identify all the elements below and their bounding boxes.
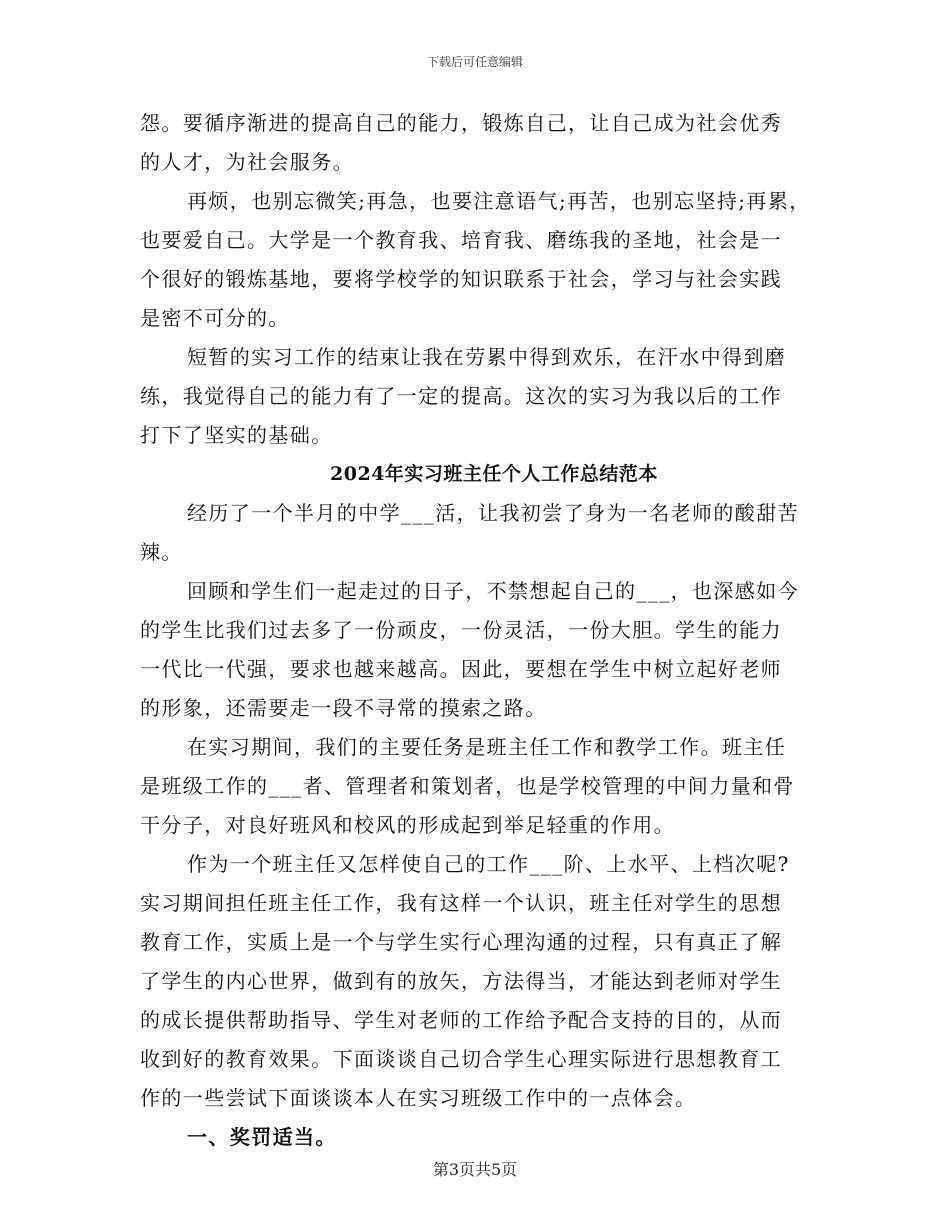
text-line: 也要爱自己。大学是一个教育我、培育我、磨练我的圣地，社会是一 bbox=[140, 228, 782, 252]
text-line: 一代比一代强，要求也越来越高。因此，要想在学生中树立起好老师 bbox=[140, 657, 782, 681]
paragraph bbox=[140, 338, 820, 455]
text-line: 在实习期间，我们的主要任务是班主任工作和教学工作。班主任 bbox=[187, 735, 787, 759]
page-number: 第3页共5页 bbox=[432, 1160, 518, 1179]
text-line: 经历了一个半月的中学___活，让我初尝了身为一名老师的酸甜苦 bbox=[187, 501, 799, 525]
document-body bbox=[140, 104, 820, 1157]
section-title: 2024年实习班主任个人工作总结范本 bbox=[330, 463, 658, 485]
text-line: 怨。要循序渐进的提高自己的能力，锻炼自己，让自己成为社会优秀 bbox=[140, 111, 782, 135]
text-line: 作的一些尝试下面谈谈本人在实习班级工作中的一点体会。 bbox=[140, 1086, 697, 1110]
text-line: 是密不可分的。 bbox=[140, 306, 290, 330]
text-line: 练，我觉得自己的能力有了一定的提高。这次的实习为我以后的工作 bbox=[140, 384, 782, 408]
text-line: 个很好的锻炼基地，要将学校学的知识联系于社会，学习与社会实践 bbox=[140, 267, 782, 291]
page-header: 下载后可任意编辑 bbox=[426, 55, 523, 69]
paragraph bbox=[140, 572, 820, 728]
text-line: 的形象，还需要走一段不寻常的摸索之路。 bbox=[140, 696, 547, 720]
text-line: 了学生的内心世界，做到有的放矢，方法得当，才能达到老师对学生 bbox=[140, 969, 782, 993]
text-line: 辣。 bbox=[140, 540, 183, 564]
paragraph bbox=[140, 182, 820, 338]
paragraph bbox=[140, 104, 820, 182]
text-line: 短暂的实习工作的结束让我在劳累中得到欢乐，在汗水中得到磨 bbox=[187, 345, 787, 369]
text-line: 收到好的教育效果。下面谈谈自己切合学生心理实际进行思想教育工 bbox=[140, 1047, 782, 1071]
text-line: 的学生比我们过去多了一份顽皮，一份灵活，一份大胆。学生的能力 bbox=[140, 618, 782, 642]
paragraph bbox=[140, 494, 820, 572]
text-line: 实习期间担任班主任工作，我有这样一个认识，班主任对学生的思想 bbox=[140, 891, 782, 915]
paragraph bbox=[140, 728, 820, 845]
text-line: 的成长提供帮助指导、学生对老师的工作给予配合支持的目的，从而 bbox=[140, 1008, 782, 1032]
text-line: 干分子，对良好班风和校风的形成起到举足轻重的作用。 bbox=[140, 813, 675, 837]
text-line: 作为一个班主任又怎样使自己的工作___阶、上水平、上档次呢? bbox=[187, 852, 790, 876]
text-line: 是班级工作的___者、管理者和策划者，也是学校管理的中间力量和骨 bbox=[140, 774, 795, 798]
text-line: 的人才，为社会服务。 bbox=[140, 150, 354, 174]
text-line: 教育工作，实质上是一个与学生实行心理沟通的过程，只有真正了解 bbox=[140, 930, 782, 954]
text-line: 回顾和学生们一起走过的日子，不禁想起自己的___，也深感如今 bbox=[187, 579, 799, 603]
subheading: 一、奖罚适当。 bbox=[187, 1125, 337, 1149]
text-line: 打下了坚实的基础。 bbox=[140, 423, 333, 447]
text-line: 再烦，也别忘微笑;再急，也要注意语气;再苦，也别忘坚持;再累， bbox=[187, 189, 811, 213]
paragraph bbox=[140, 845, 820, 1118]
